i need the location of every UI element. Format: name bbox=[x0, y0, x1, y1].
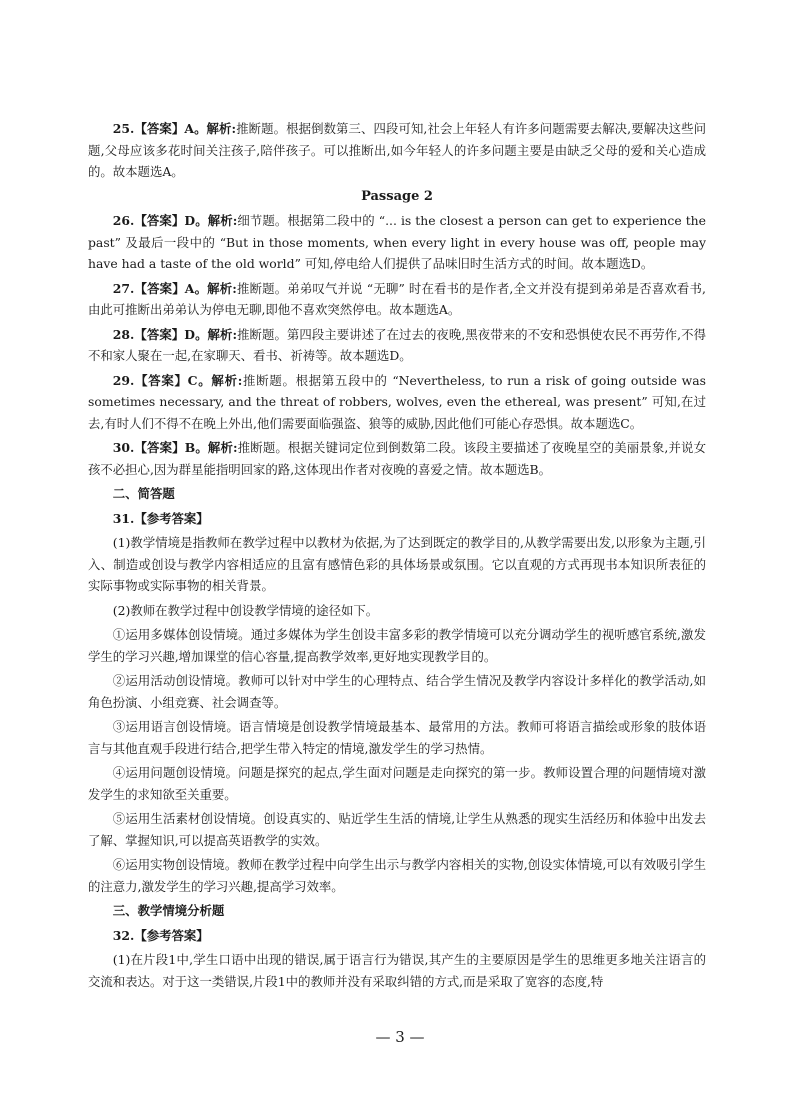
question-31-label: 31.【参考答案】 bbox=[112, 510, 209, 526]
answer-page bbox=[88, 118, 706, 995]
q31-paragraph: ⑥运用实物创设情境。教师在教学过程中向学生出示与教学内容相关的实物,创设实体情境,可以有效吸引学生的注意力,激发学生的学习兴趣,提高学习效率。 bbox=[88, 857, 706, 894]
q31-paragraph: ⑤运用生活素材创设情境。创设真实的、贴近学生生活的情境,让学生从熟悉的现实生活经历和体验中出发去了解、掌握知识,可以提高英语教学的实效。 bbox=[88, 811, 706, 848]
passage-title: Passage 2 bbox=[361, 188, 433, 204]
q31-paragraph: ①运用多媒体创设情境。通过多媒体为学生创设丰富多彩的教学情境可以充分调动学生的视听感官系统,激发学生的学习兴趣,增加课堂的信心容量,提高教学效率,更好地实现教学目的。 bbox=[88, 627, 706, 664]
q31-paragraph: ④运用问题创设情境。问题是探究的起点,学生面对问题是走向探究的第一步。教师设置合理的问题情境对激发学生的求知欲至关重要。 bbox=[88, 765, 706, 802]
q32-paragraph: (1)在片段1中,学生口语中出现的错误,属于语言行为错误,其产生的主要原因是学生的思维更多地关注语言的交流和表达。对于这一类错误,片段1中的教师并没有采取纠错的方式,而是采取了宽容的态度,特 bbox=[88, 952, 706, 989]
section-heading-short-answer: 二、简答题 bbox=[112, 486, 175, 501]
answer-lead: 29.【答案】C。解析: bbox=[112, 372, 243, 388]
answer-text: 细节题。根据第二段中的 “... is the closest a person can get to experience the past” 及最后一段中的 “But in those moments, when every light in every house was off, people may have had a taste of the old world” 可知,停电给人们提供了品味旧时生活方式的时间。故本题选D。 bbox=[88, 213, 706, 271]
section-heading-analysis: 三、教学情境分析题 bbox=[112, 903, 225, 918]
page-number: — 3 — bbox=[375, 1028, 425, 1046]
q31-paragraph: (1)教学情境是指教师在教学过程中以教材为依据,为了达到既定的教学目的,从教学需要出发,以形象为主题,引入、制造或创设与教学内容相适应的且富有感情色彩的具体场景或氛围。它以直观的方式再现书本知识所表征的实际事物或实际事物的相关背景。 bbox=[88, 535, 706, 593]
answer-item-29 bbox=[88, 370, 706, 435]
answer-text: 推断题。第四段主要讲述了在过去的夜晚,黑夜带来的不安和恐惧使农民不再劳作,不得不和家人聚在一起,在家聊天、看书、祈祷等。故本题选D。 bbox=[88, 326, 706, 363]
answer-text: 推断题。弟弟叹气并说 “无聊” 时在看书的是作者,全文并没有提到弟弟是否喜欢看书,由此可推断出弟弟认为停电无聊,即他不喜欢突然停电。故本题选A。 bbox=[88, 280, 706, 317]
q31-paragraph: (2)教师在教学过程中创设教学情境的途径如下。 bbox=[112, 602, 379, 618]
answer-text: 推断题。根据倒数第三、四段可知,社会上年轻人有许多问题需要去解决,要解决这些问题,父母应该多花时间关注孩子,陪伴孩子。可以推断出,如今年轻人的许多问题主要是由缺乏父母的爱和关心造成的。故本题选A。 bbox=[88, 121, 706, 179]
answer-lead: 30.【答案】B。解析: bbox=[112, 440, 238, 455]
answer-item-27 bbox=[88, 278, 706, 321]
answer-item-25 bbox=[88, 118, 706, 183]
answer-lead: 27.【答案】A。解析: bbox=[112, 280, 237, 296]
answer-item-28 bbox=[88, 324, 706, 367]
answer-lead: 28.【答案】D。解析: bbox=[112, 326, 238, 342]
answer-item-30 bbox=[88, 437, 706, 480]
answer-lead: 25.【答案】A。解析: bbox=[112, 121, 237, 136]
answer-text: 推断题。根据第五段中的 “Nevertheless, to run a risk of going outside was sometimes necessary, and the threat of robbers, wolves, even the ethereal, was present” 可知,在过去,有时人们不得不在晚上外出,他们需要面临强盗、狼等的威胁,因此他们可能心存恐惧。故本题选C。 bbox=[88, 372, 706, 431]
q31-paragraph: ③运用语言创设情境。语言情境是创设教学情境最基本、最常用的方法。教师可将语言描绘或形象的肢体语言与其他直观手段进行结合,把学生带入特定的情境,激发学生的学习热情。 bbox=[88, 719, 706, 756]
q31-paragraph: ②运用活动创设情境。教师可以针对中学生的心理特点、结合学生情况及教学内容设计多样化的教学活动,如角色扮演、小组竞赛、社会调查等。 bbox=[88, 673, 706, 710]
answer-lead: 26.【答案】D。解析: bbox=[112, 213, 238, 228]
question-32-label: 32.【参考答案】 bbox=[112, 927, 209, 943]
answer-item-26 bbox=[88, 210, 706, 275]
answer-text: 推断题。根据关键词定位到倒数第二段。该段主要描述了夜晚星空的美丽景象,并说女孩不必担心,因为群星能指明回家的路,这体现出作者对夜晚的喜爱之情。故本题选B。 bbox=[88, 440, 706, 477]
